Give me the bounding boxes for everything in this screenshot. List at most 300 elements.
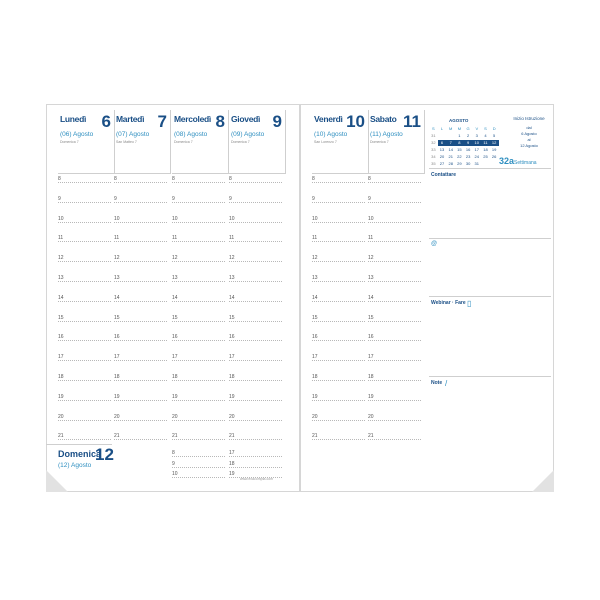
hour-row[interactable] <box>58 374 113 386</box>
hour-row[interactable] <box>172 196 227 208</box>
day-notes-box[interactable] <box>312 145 368 174</box>
hour-line <box>172 202 225 203</box>
hour-line <box>312 400 365 401</box>
hour-line <box>114 380 167 381</box>
calendar-day[interactable] <box>438 133 447 139</box>
hour-line <box>368 400 421 401</box>
day-name: Sabato <box>370 114 397 124</box>
hour-line <box>312 360 365 361</box>
calendar-day[interactable]: 27 <box>439 161 445 166</box>
email-section <box>429 238 551 296</box>
hour-row[interactable] <box>58 354 113 366</box>
hour-row[interactable] <box>368 275 423 287</box>
day-header <box>368 110 425 174</box>
hour-line <box>172 222 225 223</box>
day-number: 9 <box>272 112 282 131</box>
day-saint: Domenica 7 <box>174 140 193 144</box>
hour-label: 13 <box>114 275 120 281</box>
calendar-week-number: 33 <box>431 147 436 152</box>
hour-row[interactable] <box>172 255 227 267</box>
hour-label: 8 <box>229 176 232 182</box>
sidebar <box>429 110 551 490</box>
calendar-weekday: M <box>457 126 462 131</box>
hour-row[interactable] <box>58 394 113 406</box>
hour-row[interactable] <box>172 315 227 327</box>
hour-label: 20 <box>368 413 374 420</box>
hour-row[interactable] <box>114 354 169 366</box>
hour-row[interactable] <box>229 255 284 267</box>
hour-label: 10 <box>114 215 120 222</box>
hour-line <box>312 301 365 302</box>
hour-label: 15 <box>114 314 120 321</box>
hour-row[interactable] <box>312 176 367 188</box>
hour-label: 21 <box>312 433 318 440</box>
hour-row[interactable] <box>114 275 169 287</box>
hour-row[interactable] <box>368 374 423 386</box>
hour-row[interactable] <box>114 176 169 188</box>
contacts-label: Contattare <box>431 172 457 178</box>
hour-label: 19 <box>229 393 235 400</box>
hour-line <box>229 321 282 322</box>
hour-line <box>58 301 111 302</box>
hour-row[interactable] <box>114 216 169 228</box>
hour-label: 13 <box>312 275 318 281</box>
hour-label: 8 <box>312 176 315 182</box>
hour-line <box>312 182 365 183</box>
hour-line <box>312 420 365 421</box>
calendar-day[interactable]: 9 <box>464 140 473 146</box>
hour-label: 12 <box>229 255 235 262</box>
sunday-header <box>46 444 112 480</box>
hour-line <box>229 222 282 223</box>
hour-row[interactable] <box>312 216 367 228</box>
hour-line <box>172 301 225 302</box>
hour-line <box>368 321 421 322</box>
hour-line <box>172 281 225 282</box>
hour-line <box>58 261 111 262</box>
hour-row[interactable] <box>58 176 113 188</box>
hour-line <box>58 321 111 322</box>
hour-row[interactable] <box>229 433 284 445</box>
hour-row[interactable] <box>229 275 284 287</box>
hour-row[interactable] <box>229 334 284 346</box>
at-icon: @ <box>431 241 438 247</box>
hour-row[interactable] <box>114 374 169 386</box>
calendar-day[interactable]: 24 <box>474 154 479 159</box>
hour-label: 14 <box>368 294 374 301</box>
hour-line <box>229 467 282 468</box>
hour-label: 12 <box>58 255 64 262</box>
hour-row[interactable] <box>58 334 113 346</box>
calendar-day[interactable]: 16 <box>465 147 471 152</box>
calendar-weekday: M <box>449 126 453 131</box>
hour-label: 14 <box>58 294 64 301</box>
hour-label: 12 <box>114 255 120 262</box>
hour-line <box>229 301 282 302</box>
hour-label: 9 <box>172 195 175 202</box>
hour-line <box>114 420 167 421</box>
hour-label: 17 <box>312 354 318 361</box>
hour-line <box>312 261 365 262</box>
hour-label: 10 <box>368 215 374 222</box>
hour-line <box>229 400 282 401</box>
calendar-day[interactable]: 7 <box>446 140 455 146</box>
hour-line <box>368 360 421 361</box>
hour-row[interactable] <box>312 235 367 247</box>
hour-line <box>58 360 111 361</box>
day-notes-box[interactable] <box>114 145 170 174</box>
hour-label: 19 <box>312 393 318 400</box>
hour-label: 8 <box>172 450 175 456</box>
calendar-day[interactable]: 8 <box>455 140 464 146</box>
hour-label: 21 <box>368 433 374 440</box>
calendar-day[interactable]: 22 <box>457 154 462 159</box>
hour-line <box>58 182 111 183</box>
hour-row[interactable] <box>58 414 113 426</box>
hour-line <box>172 360 225 361</box>
hour-row[interactable] <box>58 216 113 228</box>
hour-row[interactable] <box>368 216 423 228</box>
hour-row[interactable] <box>368 295 423 307</box>
hour-label: 20 <box>172 413 178 420</box>
hour-label: 19 <box>229 471 235 477</box>
hour-row[interactable] <box>229 354 284 366</box>
hour-label: 21 <box>114 433 120 440</box>
hour-row[interactable] <box>172 334 227 346</box>
hour-line <box>114 340 167 341</box>
hour-row[interactable] <box>312 275 367 287</box>
hour-label: 18 <box>58 374 64 380</box>
hour-label: 16 <box>312 334 318 341</box>
calendar-day[interactable]: 20 <box>439 154 445 159</box>
hour-line <box>58 241 111 242</box>
hour-line <box>58 281 111 282</box>
day-header <box>312 110 369 174</box>
hour-line <box>368 241 421 242</box>
calendar-week-number: 34 <box>431 154 436 159</box>
calendar-day[interactable]: 5 <box>493 133 496 138</box>
day-name: Giovedì <box>231 114 261 124</box>
hour-line <box>312 321 365 322</box>
hour-line <box>229 261 282 262</box>
hour-label: 20 <box>229 413 235 420</box>
hour-row[interactable] <box>172 354 227 366</box>
hour-label: 15 <box>312 314 318 321</box>
hour-line <box>58 380 111 381</box>
document-icon: ▯ <box>467 299 472 308</box>
hour-row[interactable] <box>368 394 423 406</box>
calendar-day[interactable]: 25 <box>483 154 488 159</box>
hour-label: 17 <box>172 354 178 361</box>
day-header <box>172 110 229 174</box>
hour-label: 8 <box>114 176 117 182</box>
hour-row[interactable] <box>114 295 169 307</box>
calendar-week-number: 32 <box>431 140 436 145</box>
hour-row[interactable] <box>114 235 169 247</box>
hour-label: 10 <box>312 215 318 222</box>
calendar-day[interactable]: 6 <box>438 140 447 146</box>
tasks-label: Webinar · Fare <box>431 300 466 306</box>
day-name: Lunedì <box>60 114 87 124</box>
hour-line <box>312 380 365 381</box>
hour-label: 14 <box>114 294 120 301</box>
calendar-day[interactable]: 29 <box>457 161 462 166</box>
calendar-day[interactable]: 13 <box>439 147 445 152</box>
hour-line <box>229 380 282 381</box>
hour-row[interactable] <box>368 176 423 188</box>
hour-line <box>114 241 167 242</box>
hour-label: 8 <box>172 176 175 182</box>
hour-row[interactable] <box>312 374 367 386</box>
calendar-day[interactable] <box>490 161 499 167</box>
hour-row[interactable] <box>58 275 113 287</box>
week-info <box>507 116 551 149</box>
hour-row[interactable] <box>114 315 169 327</box>
hour-label: 15 <box>368 314 374 321</box>
hour-row[interactable] <box>172 275 227 287</box>
hour-row[interactable] <box>172 216 227 228</box>
sunday-number: 12 <box>95 445 114 464</box>
calendar-week-number: 35 <box>431 161 436 166</box>
hour-row[interactable] <box>312 433 367 445</box>
calendar-day[interactable]: 15 <box>457 147 462 152</box>
hour-row[interactable] <box>114 394 169 406</box>
hour-row[interactable] <box>58 255 113 267</box>
hour-label: 8 <box>58 176 61 182</box>
hour-line <box>312 202 365 203</box>
calendar-day[interactable]: 26 <box>491 154 497 159</box>
hour-line <box>114 182 167 183</box>
hour-row[interactable] <box>312 334 367 346</box>
hour-row[interactable] <box>368 255 423 267</box>
hour-label: 10 <box>172 215 178 222</box>
calendar-day[interactable]: 10 <box>472 140 481 146</box>
hour-row[interactable] <box>229 196 284 208</box>
hour-row[interactable] <box>229 374 284 386</box>
day-notes-box[interactable] <box>368 145 424 174</box>
calendar-day[interactable]: 28 <box>448 161 453 166</box>
day-saint: Domenica 7 <box>60 140 79 144</box>
calendar-day[interactable]: 21 <box>448 154 453 159</box>
hour-line <box>229 439 282 440</box>
hour-row[interactable] <box>312 315 367 327</box>
hour-row[interactable] <box>58 235 113 247</box>
hour-label: 17 <box>58 354 64 361</box>
hour-row[interactable] <box>312 394 367 406</box>
hour-row[interactable] <box>172 295 227 307</box>
hour-row[interactable] <box>312 295 367 307</box>
hour-line <box>229 360 282 361</box>
day-number: 11 <box>403 112 421 131</box>
day-header <box>58 110 115 174</box>
hour-line <box>368 182 421 183</box>
calendar-day[interactable]: 31 <box>474 161 479 166</box>
hour-label: 21 <box>58 433 64 440</box>
week-number-value: 32a <box>499 156 515 166</box>
hour-row[interactable] <box>114 196 169 208</box>
day-saint: Domenica 7 <box>231 140 250 144</box>
hour-row[interactable] <box>368 334 423 346</box>
calendar-day[interactable]: 11 <box>481 140 490 146</box>
hour-line <box>312 222 365 223</box>
calendar-weekday: D <box>492 126 496 131</box>
hour-line <box>58 202 111 203</box>
calendar-day[interactable]: 3 <box>475 133 478 138</box>
pencil-icon: / <box>445 379 448 388</box>
hour-label: 11 <box>114 235 120 242</box>
hour-row[interactable] <box>368 414 423 426</box>
calendar-day[interactable]: 4 <box>484 133 487 138</box>
hour-label: 11 <box>58 235 64 242</box>
hour-row[interactable] <box>172 394 227 406</box>
calendar-day[interactable]: 1 <box>458 133 461 138</box>
hour-label: 16 <box>114 334 120 341</box>
hour-label: 15 <box>229 314 235 321</box>
hour-row[interactable] <box>312 414 367 426</box>
calendar-day[interactable] <box>481 161 490 167</box>
hour-row[interactable] <box>229 216 284 228</box>
hour-row[interactable] <box>172 414 227 426</box>
calendar-day[interactable]: 18 <box>483 147 488 152</box>
hour-row[interactable] <box>172 433 227 445</box>
week-info-range: dal 6 Agosto al 12 Agosto <box>520 125 538 148</box>
week-number <box>499 156 537 166</box>
hour-line <box>172 467 225 468</box>
day-header <box>114 110 171 174</box>
day-number: 10 <box>346 112 365 131</box>
calendar-weekday: G <box>466 126 470 131</box>
hour-label: 11 <box>172 235 178 242</box>
calendar-day[interactable]: 12 <box>490 140 499 146</box>
day-number: 6 <box>101 112 111 131</box>
calendar-grid <box>429 126 499 167</box>
hour-label: 17 <box>368 354 374 361</box>
hour-label: 16 <box>368 334 374 341</box>
hour-row[interactable] <box>229 414 284 426</box>
day-notes-box[interactable] <box>172 145 228 174</box>
calendar-day[interactable]: 19 <box>491 147 497 152</box>
hour-row[interactable] <box>368 315 423 327</box>
week-info-title: Inizio Istruzione <box>513 116 545 121</box>
calendar-day[interactable]: 14 <box>448 147 453 152</box>
hour-label: 17 <box>229 450 235 456</box>
day-notes-box[interactable] <box>58 145 114 174</box>
hour-line <box>114 222 167 223</box>
day-date: (10) Agosto <box>314 131 348 138</box>
hour-line <box>229 281 282 282</box>
hour-row[interactable] <box>229 176 284 188</box>
hour-line <box>114 281 167 282</box>
hour-line <box>114 439 167 440</box>
hour-line <box>114 301 167 302</box>
hour-label: 13 <box>229 275 235 281</box>
hour-row[interactable] <box>114 414 169 426</box>
hour-label: 15 <box>58 314 64 321</box>
hour-label: 8 <box>368 176 371 182</box>
day-notes-box[interactable] <box>229 145 285 174</box>
calendar-day[interactable]: 30 <box>465 161 471 166</box>
hour-line <box>312 241 365 242</box>
hour-label: 16 <box>172 334 178 341</box>
hour-row[interactable] <box>58 315 113 327</box>
day-name: Mercoledì <box>174 114 211 124</box>
day-name: Venerdì <box>314 114 343 124</box>
calendar-day[interactable]: 2 <box>466 133 470 138</box>
hour-row[interactable] <box>312 196 367 208</box>
hour-row[interactable] <box>114 334 169 346</box>
hour-line <box>172 182 225 183</box>
hour-line <box>58 420 111 421</box>
hour-row[interactable] <box>229 295 284 307</box>
day-name: Martedì <box>116 114 145 124</box>
hour-row[interactable] <box>172 471 227 483</box>
hour-label: 18 <box>172 374 178 380</box>
hour-line <box>229 420 282 421</box>
hour-line <box>312 340 365 341</box>
day-number: 8 <box>215 112 225 131</box>
day-date: (07) Agosto <box>116 131 150 138</box>
hour-row[interactable] <box>229 394 284 406</box>
hour-row[interactable] <box>172 176 227 188</box>
calendar-week-number: 31 <box>431 133 436 138</box>
day-number: 7 <box>157 112 167 131</box>
hour-line <box>114 202 167 203</box>
day-date: (09) Agosto <box>231 131 265 138</box>
hour-line <box>368 420 421 421</box>
hour-line <box>368 202 421 203</box>
hour-row[interactable] <box>114 255 169 267</box>
sunday-date: (12) Agosto <box>58 462 92 469</box>
hour-label: 9 <box>229 195 232 202</box>
hour-line <box>368 380 421 381</box>
hour-row[interactable] <box>58 196 113 208</box>
hour-row[interactable] <box>229 235 284 247</box>
hour-line <box>229 182 282 183</box>
hour-label: 16 <box>58 334 64 341</box>
hour-row[interactable] <box>229 315 284 327</box>
hour-row[interactable] <box>172 374 227 386</box>
hour-row[interactable] <box>368 235 423 247</box>
hour-line <box>172 321 225 322</box>
contacts-section <box>429 168 551 238</box>
hour-line <box>114 321 167 322</box>
hour-line <box>312 439 365 440</box>
tasks-section <box>429 296 551 376</box>
calendar-day[interactable] <box>446 133 455 139</box>
hour-row[interactable] <box>58 295 113 307</box>
hour-row[interactable] <box>312 354 367 366</box>
hour-line <box>58 222 111 223</box>
hour-line <box>368 439 421 440</box>
day-date: (06) Agosto <box>60 131 94 138</box>
calendar-weekday: L <box>440 126 444 131</box>
hour-row[interactable] <box>312 255 367 267</box>
hour-row[interactable] <box>368 433 423 445</box>
calendar-weekday: V <box>475 126 479 131</box>
notes-section <box>429 376 551 490</box>
hour-row[interactable] <box>114 433 169 445</box>
hour-row[interactable] <box>172 235 227 247</box>
hour-line <box>172 420 225 421</box>
calendar-day[interactable]: 17 <box>474 147 479 152</box>
hour-label: 9 <box>312 195 315 202</box>
calendar-day[interactable]: 23 <box>465 154 471 159</box>
sunday-name: Domenica <box>58 449 102 459</box>
hour-label: 18 <box>229 460 235 467</box>
day-date: (11) Agosto <box>370 131 403 138</box>
hour-row[interactable] <box>368 196 423 208</box>
hour-row[interactable] <box>368 354 423 366</box>
